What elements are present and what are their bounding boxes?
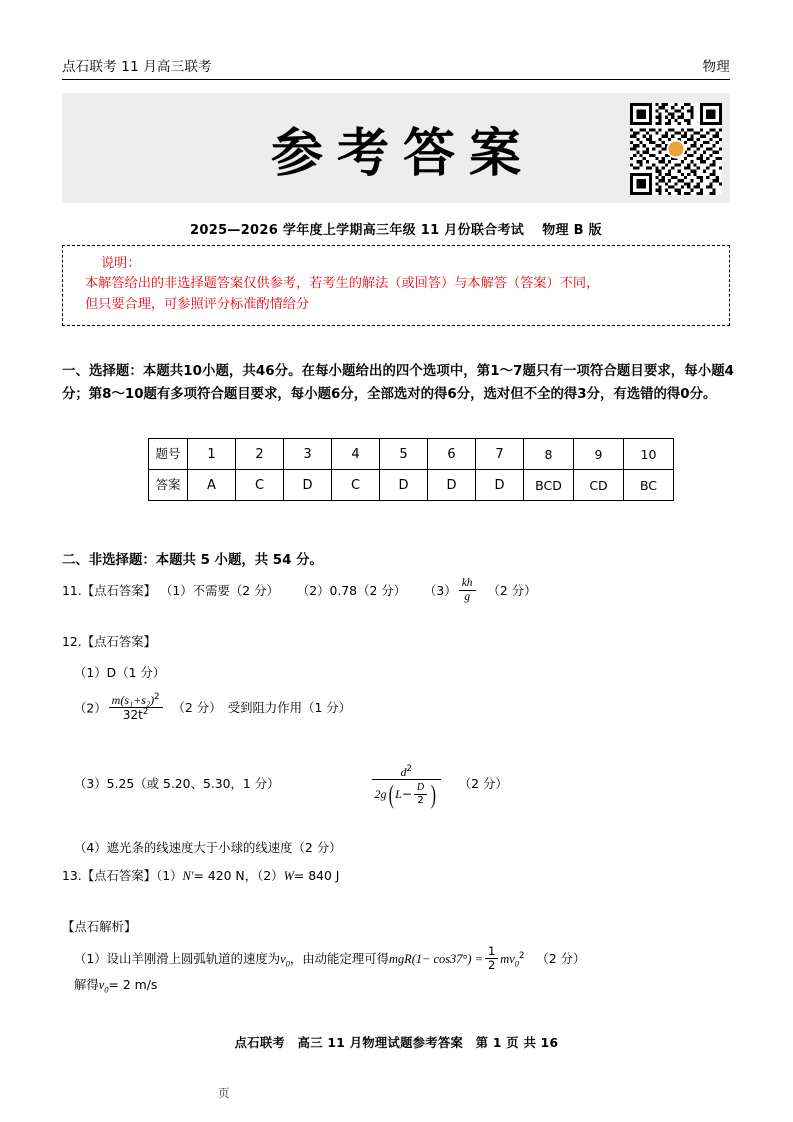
section-2-text: 本题共 5 小题，共 54 分。 <box>155 553 323 568</box>
sol-v0: v <box>280 951 286 966</box>
q13-mid: ，（2） <box>244 868 284 883</box>
header-subject: 物理 <box>702 59 730 75</box>
note-title: 说明： <box>101 256 141 271</box>
question-12-part-2 <box>74 694 351 724</box>
qr-code-icon <box>630 103 722 195</box>
q12-num-rest: (s₁+s₂) <box>120 693 155 707</box>
table-cell: 4 <box>332 439 380 470</box>
q12-part-3-prefix: （3）5.25（或 5.20、5.30，1 分） <box>74 775 280 791</box>
q13-part-1-prefix: （1） <box>156 868 183 883</box>
q11-fraction <box>459 577 476 604</box>
q12-expr-2g: 2g <box>374 787 387 802</box>
q12-num-pow: 2 <box>154 692 160 702</box>
q12-inner-num: D <box>414 782 427 794</box>
note-line-1: 本解答给出的非选择题答案仅供参考，若考生的解法（或回答）与本解答（答案）不同， <box>85 276 600 292</box>
question-12-label-line <box>62 632 734 652</box>
question-13-analysis-label <box>62 917 136 937</box>
table-cell: 1 <box>188 439 236 470</box>
sol-half-den: 2 <box>487 957 496 972</box>
table-cell: A <box>188 470 236 501</box>
sol-expr-right: mv <box>500 951 515 966</box>
note-box <box>62 245 730 326</box>
q12-frac-numerator <box>109 693 163 708</box>
q12-num-m: m <box>111 693 121 707</box>
q11-label: 11.【点石答案】 <box>62 582 157 598</box>
sol-score: （2 分） <box>536 950 586 966</box>
q12-inner-den: 2 <box>417 794 424 806</box>
answer-table <box>148 438 674 501</box>
question-13-solution-line-1 <box>74 946 734 973</box>
q12-expr-numerator <box>372 765 441 780</box>
sol2-v0: v <box>98 978 105 992</box>
question-12-part-4 <box>74 838 342 858</box>
q13-eq-1: = 420 N <box>193 868 245 883</box>
q11-frac-numerator: kh <box>459 577 476 591</box>
sol-half-fraction <box>485 945 498 972</box>
table-cell: BCD <box>524 470 574 501</box>
q13-eq-2: = 840 J <box>293 868 340 883</box>
question-12-part-3 <box>74 762 508 810</box>
q11-part-2: （2）0.78（2 分） <box>296 582 407 598</box>
q12-fraction <box>109 693 163 723</box>
left-paren-icon: ( <box>388 780 394 810</box>
table-cell: 3 <box>284 439 332 470</box>
page-header <box>62 55 730 80</box>
q12-part-1-text: （1）D（1 分） <box>74 665 166 680</box>
q12-part-2-score: （2 分） 受到阻力作用（1 分） <box>172 700 352 716</box>
q13-symbol-N: N′ <box>182 869 194 883</box>
q12-expr-denominator <box>372 780 441 809</box>
exam-subtitle: 2025—2026 学年度上学期高三年级 11 月份联合考试 物理 B 版 <box>190 223 602 238</box>
q12-expr-fraction <box>372 765 441 810</box>
section-1-heading: 一、选择题： <box>62 364 143 379</box>
sol2-prefix: 解得 <box>74 977 99 992</box>
table-row-answers <box>149 470 674 501</box>
sol-v0-sub: 0 <box>285 958 290 969</box>
sol-expr-right-sub: 0 <box>514 958 519 969</box>
q13-symbol-W: W <box>283 869 294 883</box>
q12-part-3-score: （2 分） <box>458 775 508 791</box>
sol-mid: ，由动能定理可得 <box>289 950 390 966</box>
q12-expr-minus: − <box>401 787 412 802</box>
table-cell: D <box>428 470 476 501</box>
q13-label: 13.【点石答案】 <box>62 868 157 883</box>
q12-frac-denominator <box>109 708 163 722</box>
table-cell: C <box>236 470 284 501</box>
table-cell: 8 <box>524 439 574 470</box>
q12-expr-d: d <box>400 765 407 779</box>
table-cell: D <box>284 470 332 501</box>
page-title: 参考答案 <box>270 122 535 184</box>
section-2-heading: 二、非选择题： <box>62 553 156 568</box>
q12-den-text: 32t <box>122 708 143 723</box>
section-1-multiple-choice <box>62 360 734 406</box>
question-13 <box>62 866 734 887</box>
page-mark: 页 <box>218 1086 230 1100</box>
note-line-2: 但只要合理，可参照评分标准酌情给分 <box>85 296 310 312</box>
question-12-part-1 <box>74 663 165 683</box>
sol-expr-left: mgR(1− cos37°) = <box>389 951 483 966</box>
q12-expr-L: L <box>395 787 402 802</box>
q12-expr-d-pow: 2 <box>406 764 412 774</box>
question-13-solution-line-2 <box>74 975 157 997</box>
sol-expr-right-pow: 2 <box>519 950 525 961</box>
q11-part-3-prefix: （3） <box>424 582 457 598</box>
question-11 <box>62 578 734 605</box>
q12-label: 12.【点石答案】 <box>62 634 157 649</box>
table-cell: 2 <box>236 439 284 470</box>
row-label-answer: 答案 <box>149 470 188 501</box>
q11-frac-denominator: g <box>464 590 470 603</box>
section-1-text: 本题共10小题，共46分。在每小题给出的四个选项中，第1～7题只有一项符合题目要求，每小题4分；第8～10题有多项符合题目要求，每小题6分，全部选对的得6分，选对但不全的得3分，有选错的得0分。 <box>62 364 734 403</box>
analysis-label: 【点石解析】 <box>62 919 137 934</box>
q11-part-3-score: （2 分） <box>487 582 537 598</box>
table-cell: C <box>332 470 380 501</box>
table-cell: D <box>476 470 524 501</box>
table-cell: BC <box>624 470 674 501</box>
sol-half-num: 1 <box>485 945 498 959</box>
header-exam-name: 点石联考 11 月高三联考 <box>62 59 212 75</box>
q11-part-1: （1）不需要（2 分） <box>160 582 279 598</box>
right-paren-icon: ) <box>430 780 437 810</box>
sol-prefix: （1）设山羊刚滑上圆弧轨道的速度为 <box>74 950 281 966</box>
table-cell: D <box>380 470 428 501</box>
table-cell: CD <box>574 470 624 501</box>
q12-part-3-expression <box>370 766 443 811</box>
sol2-v0-sub: 0 <box>104 984 109 995</box>
q12-part-4-text: （4）遮光条的线速度大于小球的线速度（2 分） <box>74 840 342 855</box>
table-cell: 6 <box>428 439 476 470</box>
page-footer: 点石联考 高三 11 月物理试题参考答案 第 1 页 共 16 <box>234 1036 559 1050</box>
table-cell: 7 <box>476 439 524 470</box>
table-cell: 5 <box>380 439 428 470</box>
section-2-free-response <box>62 549 323 568</box>
q12-inner-fraction <box>414 782 427 805</box>
q12-den-pow: 2 <box>142 707 149 718</box>
table-cell: 10 <box>624 439 674 470</box>
table-cell: 9 <box>574 439 624 470</box>
row-label-number: 题号 <box>149 439 188 470</box>
table-row-numbers <box>149 439 674 470</box>
title-banner <box>62 93 730 203</box>
sol2-eq: = 2 m/s <box>108 977 158 992</box>
q12-part-2-prefix: （2） <box>74 700 107 716</box>
